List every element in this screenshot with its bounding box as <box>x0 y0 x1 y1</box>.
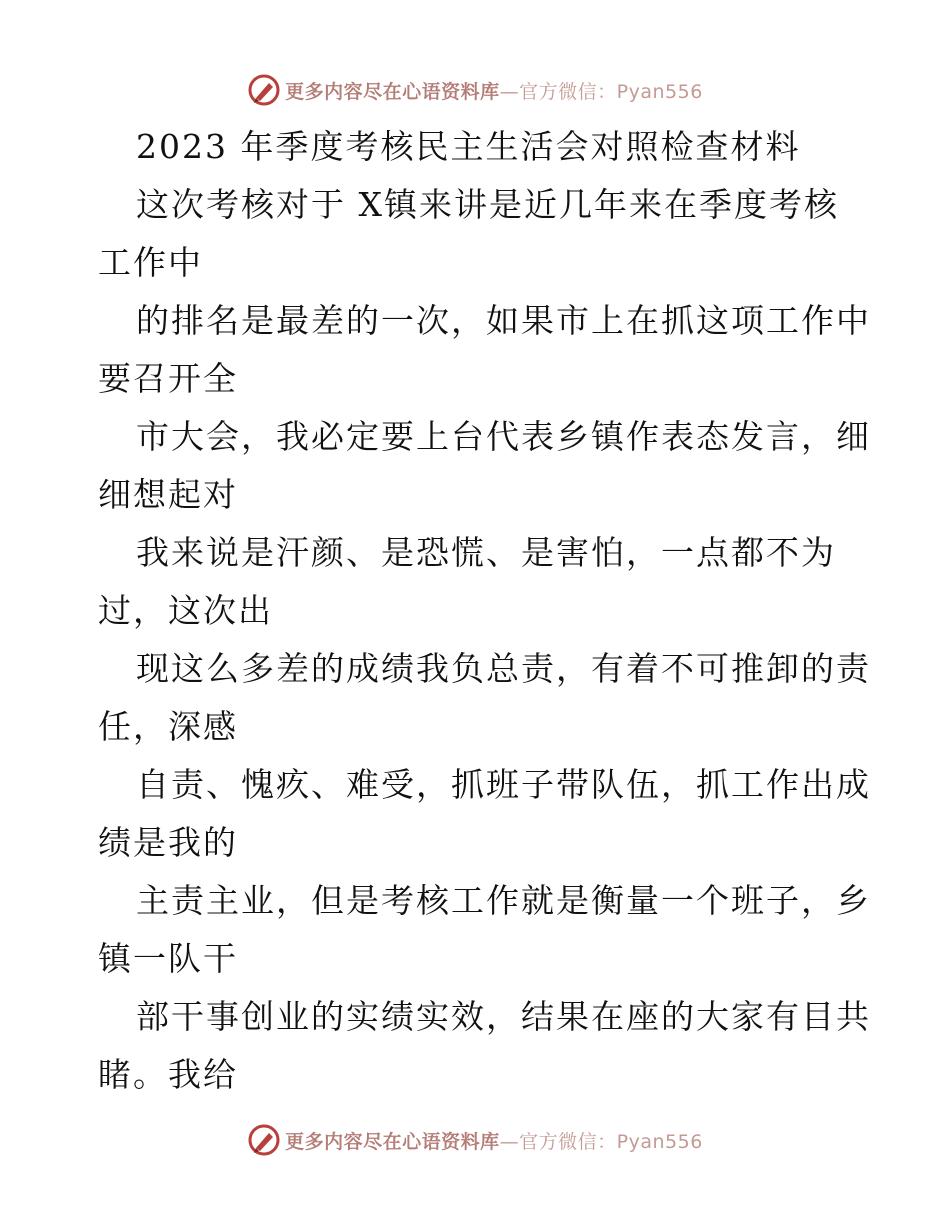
document-line: 工作中 <box>98 243 203 282</box>
document-line: 这次考核对于 X镇来讲是近几年来在季度考核 <box>136 185 839 224</box>
document-line: 部干事创业的实绩实效，结果在座的大家有目共 <box>136 997 871 1036</box>
footer-watermark-content <box>247 1123 703 1157</box>
document-line: 过，这次出 <box>98 591 273 630</box>
document-body <box>98 118 871 1104</box>
header-watermark <box>0 66 950 114</box>
pen-logo-icon <box>247 1123 281 1157</box>
header-watermark-content <box>247 73 703 107</box>
document-line: 现这么多差的成绩我负总责，有着不可推卸的责 <box>136 649 871 688</box>
header-watermark-text <box>285 77 703 104</box>
header-watermark-brand: 更多内容尽在心语资料库 <box>285 80 500 103</box>
document-line: 自责、愧疚、难受，抓班子带队伍，抓工作出成 <box>136 765 871 804</box>
document-line: 任，深感 <box>98 707 238 746</box>
document-line: 细想起对 <box>98 475 238 514</box>
footer-watermark-contact: 官方微信：Pyan556 <box>519 1130 703 1153</box>
document-line: 镇一队干 <box>98 939 238 978</box>
document-line: 我来说是汗颜、是恐慌、是害怕，一点都不为 <box>136 533 836 572</box>
footer-watermark-separator: — <box>499 1130 520 1153</box>
document-line: 要召开全 <box>98 359 238 398</box>
footer-watermark-brand: 更多内容尽在心语资料库 <box>285 1130 500 1153</box>
header-watermark-contact: 官方微信：Pyan556 <box>519 80 703 103</box>
document-title: 2023 年季度考核民主生活会对照检查材料 <box>136 127 801 166</box>
pen-logo-icon <box>247 73 281 107</box>
document-line: 绩是我的 <box>98 823 238 862</box>
document-line: 市大会，我必定要上台代表乡镇作表态发言，细 <box>136 417 871 456</box>
footer-watermark <box>0 1116 950 1164</box>
document-line: 睹。我给 <box>98 1055 238 1094</box>
document-line: 的排名是最差的一次，如果市上在抓这项工作中 <box>136 301 871 340</box>
document-line: 主责主业，但是考核工作就是衡量一个班子，乡 <box>136 881 871 920</box>
footer-watermark-text <box>285 1127 703 1154</box>
header-watermark-separator: — <box>499 80 520 103</box>
